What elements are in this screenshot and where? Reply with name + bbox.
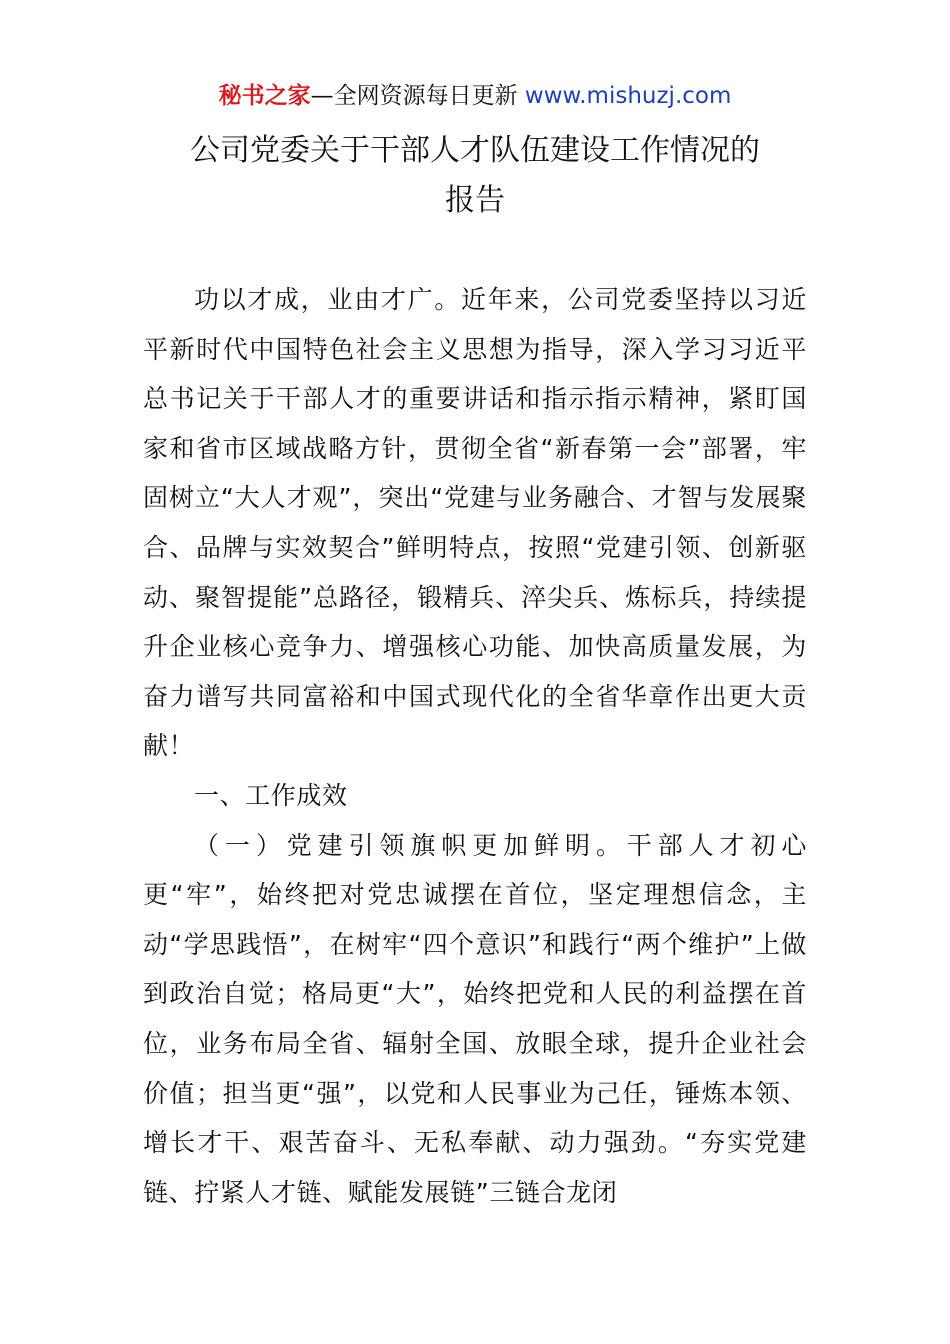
document-title — [100, 126, 850, 226]
title-line-2: 报告 — [445, 183, 505, 218]
site-url-link[interactable]: www.mishuzj.com — [524, 83, 732, 109]
document-body — [143, 275, 807, 1217]
intro-paragraph: 功以才成，业由才广。近年来，公司党委坚持以习近平新时代中国特色社会主义思想为指导，深入学习习近平总书记关于干部人才的重要讲话和指示指示精神，紧盯国家和省市区域战略方针，贯彻全省“新春第一会”部署，牢固树立“大人才观”，突出“党建与业务融合、才智与发展聚合、品牌与实效契合”鲜明特点，按照“党建引领、创新驱动、聚智提能”总路径，锻精兵、淬尖兵、炼标兵，持续提升企业核心竞争力、增强核心功能、加快高质量发展，为奋力谱写共同富裕和中国式现代化的全省华章作出更大贡献！ — [143, 285, 807, 761]
section-paragraph: （一）党建引领旗帜更加鲜明。干部人才初心更“牢”，始终把对党忠诚摆在首位，坚定理想信念，主动“学思践悟”，在树牢“四个意识”和践行“两个维护”上做到政治自觉；格局更“大”，始终把党和人民的利益摆在首位，业务布局全省、辐射全国、放眼全球，提升企业社会价值；担当更“强”，以党和人民事业为己任，锤炼本领、增长才干、艰苦奋斗、无私奉献、动力强劲。“夯实党建链、拧紧人才链、赋能发展链”三链合龙闭 — [143, 830, 807, 1207]
brand-name: 秘书之家 — [218, 83, 311, 109]
header-tagline: —全网资源每日更新 — [310, 83, 518, 109]
title-line-1: 公司党委关于干部人才队伍建设工作情况的 — [190, 133, 760, 168]
section-heading: 一、工作成效 — [194, 780, 348, 810]
site-header — [0, 80, 950, 112]
